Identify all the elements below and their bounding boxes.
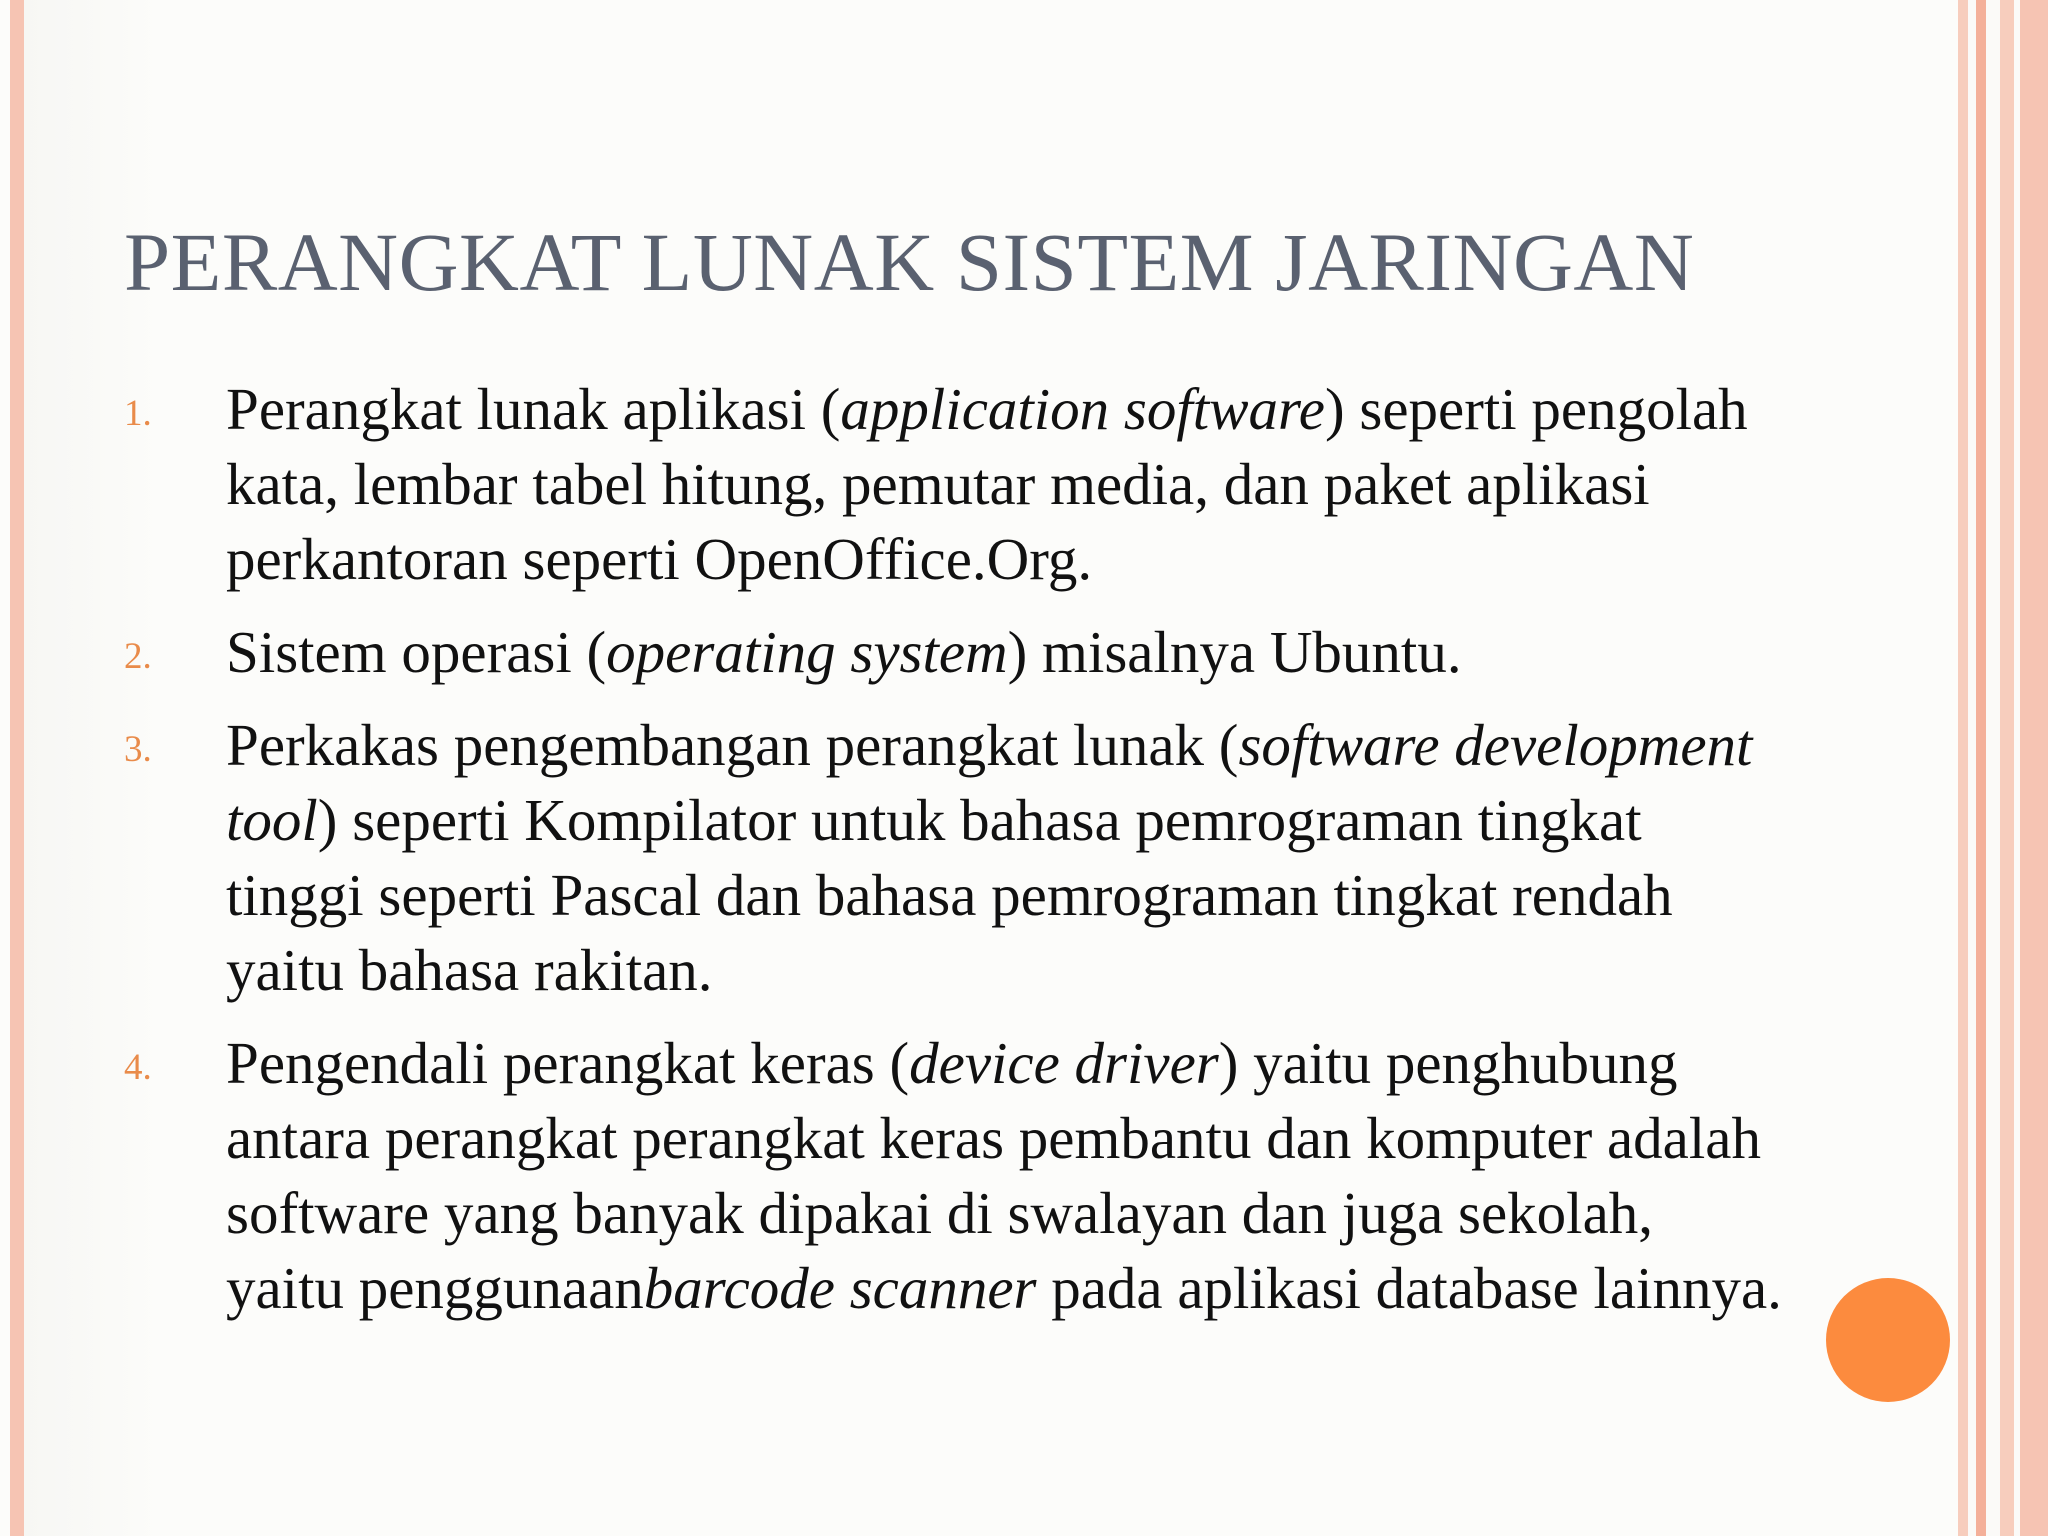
content-list — [124, 372, 1784, 1344]
right-stripe-7 — [2020, 0, 2048, 1536]
accent-circle — [1826, 1278, 1950, 1402]
left-accent-bar — [10, 0, 24, 1536]
list-item-text: Perangkat lunak aplikasi (application software) seperti pengolah kata, lembar tabel hitung, pemutar media, dan paket aplikasi perkantoran seperti OpenOffice.Org. — [226, 376, 1748, 592]
list-item-text: Pengendali perangkat keras (device driver) yaitu penghubung antara perangkat perangkat keras pembantu dan komputer adalah software yang banyak dipakai di swalayan dan juga sekolah, yaitu penggunaanbarcode scanner pada aplikasi database lainnya. — [226, 1030, 1782, 1321]
list-item-number: 1. — [124, 393, 152, 434]
right-stripe-4 — [1986, 0, 2000, 1536]
list-item — [124, 372, 1784, 597]
right-stripe-3 — [1976, 0, 1986, 1536]
right-stripe-5 — [2000, 0, 2014, 1536]
list-item-text: Perkakas pengembangan perangkat lunak (software development tool) seperti Kompilator untuk bahasa pemrograman tingkat tinggi seperti Pascal dan bahasa pemrograman tingkat rendah yaitu bahasa rakitan. — [226, 712, 1753, 1003]
list-item — [124, 1026, 1784, 1326]
list-item-number: 3. — [124, 729, 152, 770]
list-item-number: 4. — [124, 1047, 152, 1088]
list-item-number: 2. — [124, 636, 152, 677]
right-stripe-1 — [1958, 0, 1968, 1536]
right-stripe-2 — [1968, 0, 1976, 1536]
list-item-text: Sistem operasi (operating system) misalnya Ubuntu. — [226, 619, 1462, 685]
list-item — [124, 615, 1784, 690]
slide-title: PERANGKAT LUNAK SISTEM JARINGAN — [124, 216, 1695, 308]
list-item — [124, 708, 1784, 1008]
